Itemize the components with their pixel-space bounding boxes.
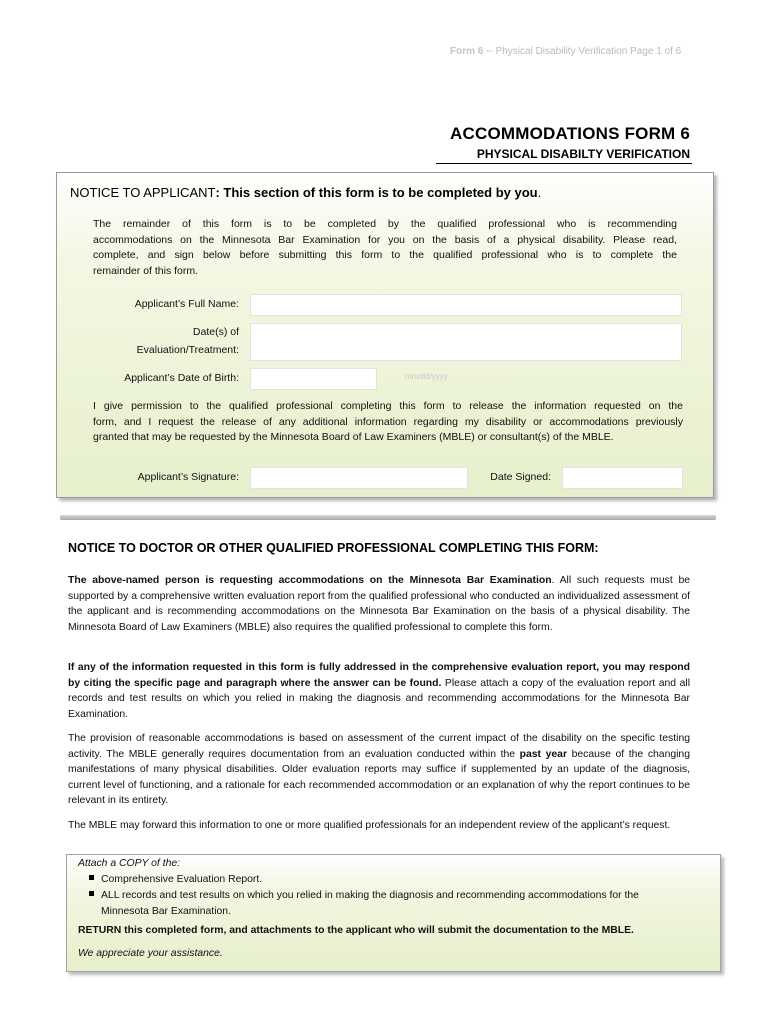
- date-signed-label: Date Signed:: [490, 471, 551, 483]
- full-name-input[interactable]: [250, 294, 682, 316]
- p2-bold: If any of the information requested in this form is fully addressed in the comprehensive evaluation report, you may respond by citing the specific page and paragraph where the answer can be found.: [68, 662, 690, 689]
- bullet-icon: [89, 891, 94, 896]
- header-description: -- Physical Disability Verification Page 1 of 6: [486, 46, 682, 57]
- notice-rest: : This section of this form is to be completed by you: [215, 185, 538, 200]
- dob-input[interactable]: [250, 368, 377, 390]
- signature-label: Applicant’s Signature:: [137, 471, 239, 483]
- permission-line: I give permission to the qualified professional completing this form to release the information requested on the: [93, 400, 683, 412]
- doctor-paragraph-2: [68, 660, 690, 722]
- date-signed-input[interactable]: [562, 467, 683, 489]
- return-instructions: RETURN this completed form, and attachments to the applicant who will submit the documentation to the MBLE.: [78, 925, 634, 936]
- bullet-1-text: Comprehensive Evaluation Report.: [101, 874, 263, 885]
- permission-line: granted that may be requested by the Minnesota Board of Law Examiners (MBLE) or consultant(s) of the MBLE.: [93, 431, 614, 444]
- doctor-notice-heading: NOTICE TO DOCTOR OR OTHER QUALIFIED PROFESSIONAL COMPLETING THIS FORM:: [68, 541, 599, 555]
- bullet-2-text: ALL records and test results on which you relied in making the diagnosis and recommending accommodations for the: [101, 890, 639, 901]
- attach-bullet-2: [89, 890, 639, 901]
- p3-bold: past year: [519, 748, 568, 760]
- dob-label: Applicant’s Date of Birth:: [124, 372, 239, 384]
- dob-placeholder: mm/dd/yyyy: [405, 372, 448, 381]
- signature-input[interactable]: [250, 467, 468, 489]
- applicant-section: [56, 172, 714, 498]
- permission-text: [93, 399, 683, 446]
- applicant-notice-heading: [70, 185, 541, 200]
- attachment-instructions: [66, 854, 721, 972]
- page-header: [450, 46, 695, 57]
- form-subtitle: PHYSICAL DISABILTY VERIFICATION: [476, 147, 690, 161]
- form-number: Form 6: [450, 46, 484, 57]
- notice-prefix: NOTICE TO APPLICANT: [70, 185, 216, 200]
- section-divider: [60, 515, 716, 520]
- p3-start: The provision of reasonable accommodations is based on assessment of the current impact of the disability on the specific testing activity. The MBLE generally requires documentation from an evaluation conducted within the: [68, 733, 690, 760]
- p1-bold: The above-named person is requesting accommodations on the Minnesota Bar Examination: [68, 575, 552, 586]
- eval-dates-label-1: Date(s) of: [192, 326, 239, 338]
- intro-line: complete, and sign below before submitting this form to the qualified professional who is to complete the: [93, 249, 677, 262]
- eval-dates-input[interactable]: [250, 323, 682, 361]
- doctor-paragraph-4: The MBLE may forward this information to one or more qualified professionals for an independent review of the applicant’s request.: [68, 820, 671, 831]
- thanks-text: We appreciate your assistance.: [78, 948, 223, 959]
- eval-dates-label-2: Evaluation/Treatment:: [136, 344, 239, 356]
- attach-bullet-1: [89, 874, 262, 885]
- notice-end: .: [537, 185, 542, 200]
- p2-rest: Please attach a copy of the evaluation report and all records and test results on which you relied in making the diagnosis and recommending accommodations for the Minnesota Bar Examination.: [68, 677, 691, 720]
- doctor-paragraph-3: [68, 731, 690, 809]
- p3-rest: because of the changing manifestations of many physical disabilities. Older evaluation reports may suffice if supplemented by an update of the diagnosis, current level of functioning, and a rationale for each recommended accommodation or an explanation of why the report continues to be relevant in its entirety.: [68, 748, 690, 807]
- applicant-intro: [93, 217, 677, 279]
- intro-line: The remainder of this form is to be completed by the qualified professional who is recommending: [93, 218, 677, 230]
- bullet-icon: [89, 875, 94, 880]
- form-title: ACCOMMODATIONS FORM 6: [450, 124, 690, 143]
- doctor-paragraph-1: [68, 573, 690, 635]
- p1-rest: . All such requests must be supported by a comprehensive written evaluation report from the qualified professional who conducted an individualized assessment of the applicant and is recommending accommodations on the Minnesota Bar Examination on the basis of a physical disability. The Minnesota Board of Law Examiners (MBLE) also requires the qualified professional to complete this form.: [68, 575, 691, 633]
- permission-line: form, and I request the release of any additional information regarding my disability or accommodations previously: [93, 415, 683, 428]
- attach-bullet-2-cont: Minnesota Bar Examination.: [101, 906, 231, 917]
- intro-line: accommodations on the Minnesota Bar Examination for you on the basis of a physical disability. Please read,: [93, 233, 677, 246]
- title-rule: [436, 163, 692, 164]
- full-name-label: Applicant’s Full Name:: [134, 298, 239, 310]
- intro-line: remainder of this form.: [93, 264, 199, 277]
- attach-heading: Attach a COPY of the:: [78, 858, 181, 869]
